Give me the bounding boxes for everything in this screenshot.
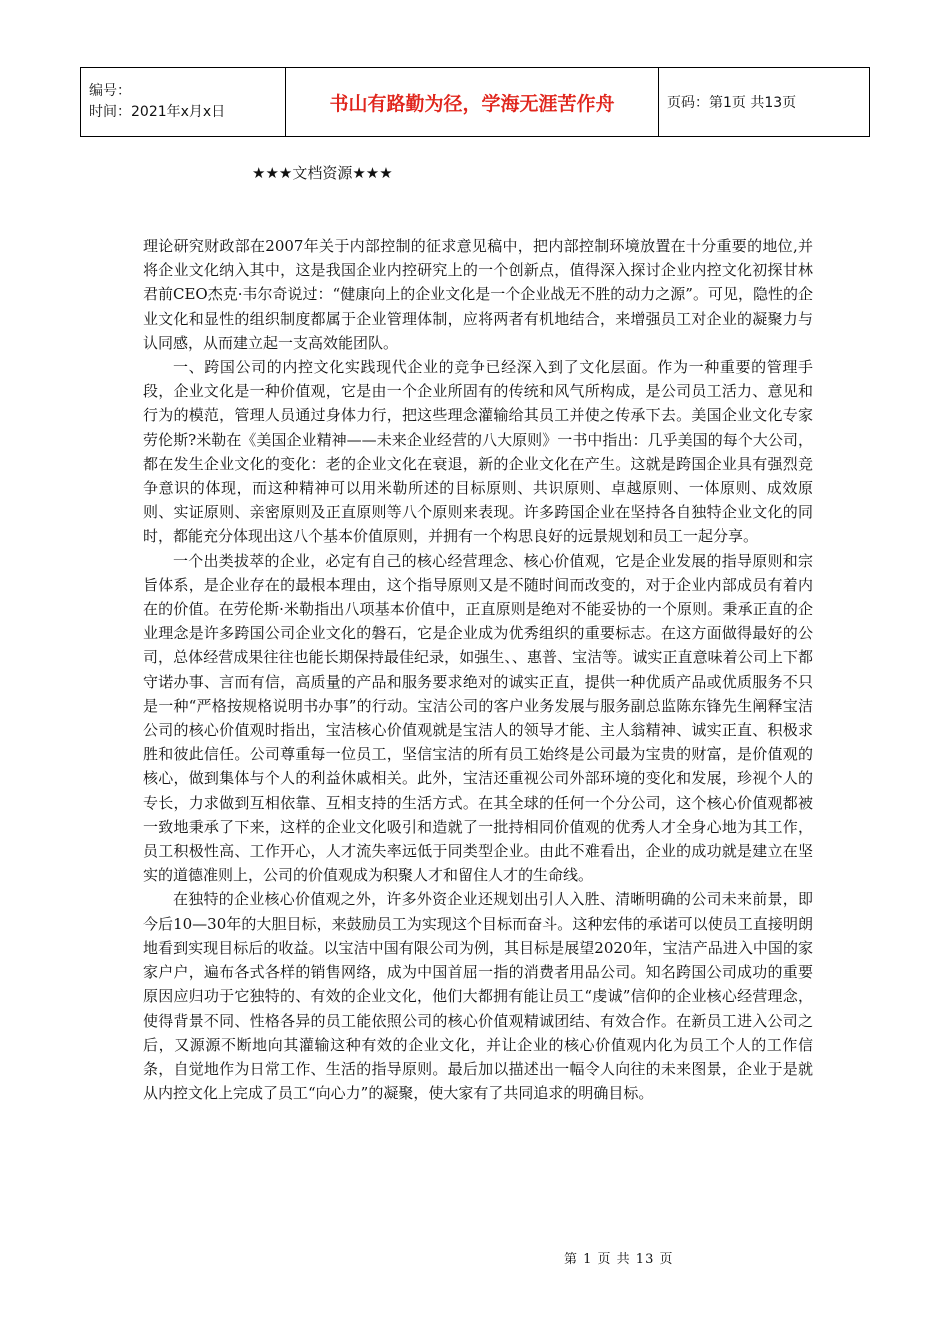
- paragraph-1: 理论研究财政部在2007年关于内部控制的征求意见稿中，把内部控制环境放置在十分重要的地位,并将企业文化纳入其中，这是我国企业内控研究上的一个创新点，值得深入探讨企业内控文化初探甘林君前CEO杰克·韦尔奇说过：“健康向上的企业文化是一个企业战无不胜的动力之源”。可见，隐性的企业文化和显性的组织制度都属于企业管理体制，应将两者有机地结合，来增强员工对企业的凝聚力与认同感，从而建立起一支高效能团队。: [143, 237, 813, 352]
- paragraph-2: 一、跨国公司的内控文化实践现代企业的竞争已经深入到了文化层面。作为一种重要的管理手段，企业文化是一种价值观，它是由一个企业所固有的传统和风气所构成，是公司员工活力、意见和行为的模范，管理人员通过身体力行，把这些理念灌输给其员工并使之传承下去。美国企业文化专家劳伦斯?米勒在《美国企业精神——未来企业经营的八大原则》一书中指出：几乎美国的每个大公司，都在发生企业文化的变化：老的企业文化在衰退，新的企业文化在产生。这就是跨国企业具有强烈竞争意识的体现，而这种精神可以用米勒所述的目标原则、共识原则、卓越原则、一体原则、成效原则、实证原则、亲密原则及正直原则等八个原则来表现。许多跨国企业在坚持各自独特企业文化的同时，都能充分体现出这八个基本价值原则，并拥有一个构思良好的远景规划和员工一起分享。: [143, 358, 813, 546]
- header-page-info: 页码：第1页 共13页: [659, 68, 870, 137]
- document-resource-banner: ★★★文档资源★★★: [252, 164, 393, 182]
- document-number-label: 编号：: [89, 83, 131, 99]
- header-left-cell: [81, 68, 286, 137]
- paragraph-3: 一个出类拔萃的企业，必定有自己的核心经营理念、核心价值观，它是企业发展的指导原则和宗旨体系，是企业存在的最根本理由，这个指导原则又是不随时间而改变的，对于企业内部成员有着内在的价值。在劳伦斯·米勒指出八项基本价值中，正直原则是绝对不能妥协的一个原则。秉承正直的企业理念是许多跨国公司企业文化的磐石，它是企业成为优秀组织的重要标志。在这方面做得最好的公司，总体经营成果往往也能长期保持最佳纪录，如强生、、惠普、宝洁等。诚实正直意味着公司上下都守诺办事、言而有信，高质量的产品和服务要求绝对的诚实正直，提供一种优质产品或优质服务不只是一种“严格按规格说明书办事”的行动。宝洁公司的客户业务发展与服务副总监陈东锋先生阐释宝洁公司的核心价值观时指出，宝洁核心价值观就是宝洁人的领导才能、主人翁精神、诚实正直、积极求胜和彼此信任。公司尊重每一位员工，坚信宝洁的所有员工始终是公司最为宝贵的财富，是价值观的核心，做到集体与个人的利益休戚相关。此外，宝洁还重视公司外部环境的变化和发展，珍视个人的专长，力求做到互相依靠、互相支持的生活方式。在其全球的任何一个分公司，这个核心价值观都被一致地秉承了下来，这样的企业文化吸引和造就了一批持相同价值观的优秀人才全身心地为其工作，员工积极性高、工作开心，人才流失率远低于同类型企业。由此不难看出，企业的成功就是建立在坚实的道德准则上，公司的价值观成为积聚人才和留住人才的生命线。: [143, 551, 813, 885]
- document-time-label: 时间：2021年x月x日: [89, 104, 226, 120]
- document-body: [143, 234, 813, 1105]
- header-table: [80, 67, 870, 137]
- header-motto: 书山有路勤为径，学海无涯苦作舟: [286, 68, 659, 137]
- paragraph-4: 在独特的企业核心价值观之外，许多外资企业还规划出引人入胜、清晰明确的公司未来前景，即今后10—30年的大胆目标，来鼓励员工为实现这个目标而奋斗。这种宏伟的承诺可以使员工直接明朗地看到实现目标后的收益。以宝洁中国有限公司为例，其目标是展望2020年，宝洁产品进入中国的家家户户，遍布各式各样的销售网络，成为中国首屈一指的消费者用品公司。知名跨国公司成功的重要原因应归功于它独特的、有效的企业文化，他们大都拥有能让员工“虔诚”信仰的企业核心经营理念，使得背景不同、性格各异的员工能依照公司的核心价值观精诚团结、有效合作。在新员工进入公司之后，又源源不断地向其灌输这种有效的企业文化，并让企业的核心价值观内化为员工个人的工作信条，自觉地作为日常工作、生活的指导原则。最后加以描述出一幅令人向往的未来图景，企业于是就从内控文化上完成了员工“向心力”的凝聚，使大家有了共同追求的明确目标。: [143, 890, 813, 1103]
- page-footer: 第 1 页 共 13 页: [564, 1252, 674, 1267]
